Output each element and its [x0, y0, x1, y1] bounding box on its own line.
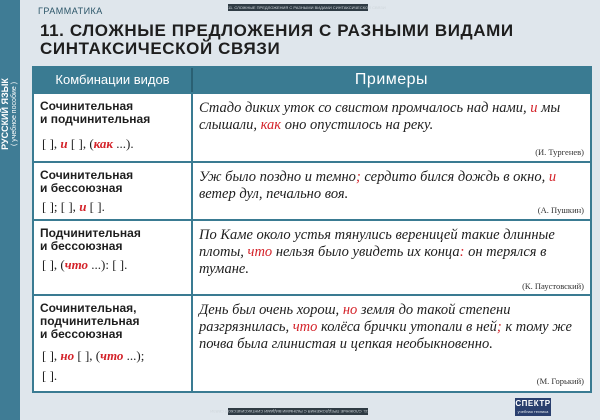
example-cell [193, 221, 590, 294]
combo-line: Сочинительная [40, 99, 134, 113]
combination-cell [34, 94, 193, 161]
combination-type [40, 302, 190, 341]
section-label: ГРАММАТИКА [38, 6, 103, 16]
table-row [34, 161, 590, 219]
page-title [40, 22, 590, 58]
example-author: (М. Горький) [536, 376, 584, 386]
grammar-table [32, 66, 592, 393]
title-line-2: СИНТАКСИЧЕСКОЙ СВЯЗИ [40, 39, 281, 58]
combination-cell [34, 221, 193, 294]
combo-line: подчинительная [40, 314, 140, 328]
example-author: (И. Тургенев) [535, 147, 584, 157]
sidebar-subject: РУССКИЙ ЯЗЫК [0, 78, 11, 150]
sentence-scheme: [ ], и [ ], (как ...). [42, 136, 134, 151]
example-text: День был очень хорош, но земля до такой степени разгрязнилась, что колёса брички утопали в ней; к тому же почва была глинистая и цепкая необыкновенно. [199, 302, 572, 352]
example-author: (А. Пушкин) [537, 205, 584, 215]
example-text: Стадо диких уток со свистом промчалось над нами, и мы слышали, как оно опустилось на реку. [199, 100, 561, 133]
sidebar-note: ( учебное пособие ) [11, 81, 19, 147]
publisher-logo-subtitle: учебная техника [517, 409, 549, 414]
table-row [34, 294, 590, 391]
example-text: Уж было поздно и темно; сердито бился дождь в окно, и ветер дул, печально воя. [199, 169, 557, 202]
sentence-scheme: [ ], но [ ], (что ...); [42, 348, 145, 363]
table-header [34, 68, 590, 92]
table-row [34, 219, 590, 294]
combination-type [40, 169, 190, 195]
example-text: По Каме около устья тянулись вереницей такие длинные плоты, что нельзя было увидеть их конца: он терялся в тумане. [199, 227, 555, 277]
top-strip: 11. СЛОЖНЫЕ ПРЕДЛОЖЕНИЯ С РАЗНЫМИ ВИДАМИ СИНТАКСИЧЕСКОЙ СВЯЗИ [228, 5, 386, 10]
combo-line: и подчинительная [40, 112, 151, 126]
sentence-scheme: [ ]; [ ], и [ ]. [42, 199, 105, 214]
combo-line: Подчинительная [40, 226, 141, 240]
title-line-1: 11. СЛОЖНЫЕ ПРЕДЛОЖЕНИЯ С РАЗНЫМИ ВИДАМИ [40, 21, 514, 40]
table-row [34, 92, 590, 161]
combination-type [40, 100, 190, 126]
column-header-combinations: Комбинации видов [34, 68, 193, 92]
sidebar-label [0, 0, 20, 420]
combination-cell [34, 163, 193, 219]
example-cell [193, 94, 590, 161]
combo-line: и бессоюзная [40, 181, 123, 195]
publisher-logo: СПЕКТР [515, 398, 551, 416]
example-author: (К. Паустовский) [522, 281, 584, 291]
column-header-examples: Примеры [354, 71, 429, 88]
example-cell [193, 163, 590, 219]
combo-line: Сочинительная [40, 168, 134, 182]
combo-line: Сочинительная, [40, 301, 137, 315]
combination-type [40, 227, 190, 253]
combination-cell [34, 296, 193, 391]
bottom-strip: 11. СЛОЖНЫЕ ПРЕДЛОЖЕНИЯ С РАЗНЫМИ ВИДАМИ СИНТАКСИЧЕСКОЙ СВЯЗИ [210, 409, 368, 414]
combo-line: и бессоюзная [40, 327, 123, 341]
example-cell [193, 296, 590, 391]
combo-line: и бессоюзная [40, 239, 123, 253]
sentence-scheme: [ ], (что ...): [ ]. [42, 257, 128, 272]
sentence-scheme-continued: [ ]. [42, 368, 58, 383]
